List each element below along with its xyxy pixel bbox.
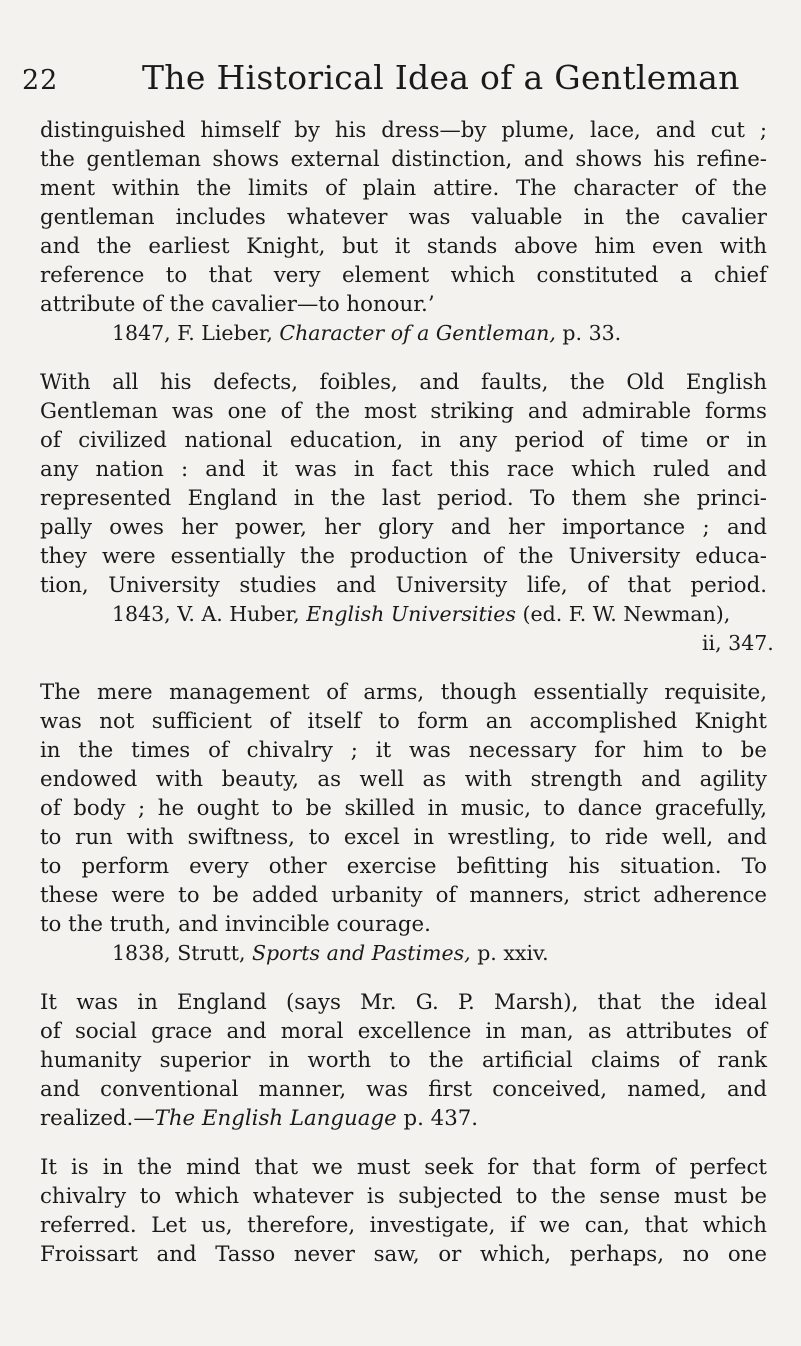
citation-suffix: p. xxiv. <box>470 941 549 965</box>
text-line: Froissart and Tasso never saw, or which, perhaps, no one <box>40 1242 767 1267</box>
text-line: ment within the limits of plain attire. The character of the <box>40 176 767 201</box>
quotation-huber <box>40 368 774 658</box>
text-line: they were essentially the production of the University educa- <box>40 544 767 569</box>
text-line: tion, University studies and University life, of that period. <box>40 573 767 598</box>
page-number: 22 <box>22 65 59 96</box>
citation-title: English Universities <box>306 602 516 626</box>
citation-prefix: 1847, F. Lieber, <box>112 321 280 345</box>
citation-title: The English Language <box>154 1106 397 1131</box>
quotation-final <box>40 1153 767 1269</box>
citation-prefix: 1838, Strutt, <box>112 941 252 965</box>
citation-title: Character of a Gentleman, <box>279 321 556 345</box>
text-line: the gentleman shows external distinction, and shows his refine- <box>40 147 767 172</box>
quotation-marsh <box>40 988 767 1133</box>
citation <box>40 939 767 968</box>
citation-title: Sports and Pastimes, <box>252 941 471 965</box>
text-line: of social grace and moral excellence in man, as attributes of <box>40 1019 767 1044</box>
text-line: It is in the mind that we must seek for that form of perfect <box>40 1155 767 1180</box>
text-line: It was in England (says Mr. G. P. Marsh), that the ideal <box>40 990 767 1015</box>
text-line: to run with swiftness, to excel in wrestling, to ride well, and <box>40 825 767 850</box>
quotation-strutt <box>40 678 767 968</box>
citation-suffix: p. 437. <box>396 1106 479 1131</box>
text-line: of body ; he ought to be skilled in music, to dance gracefully, <box>40 796 767 821</box>
text-line: With all his defects, foibles, and faults, the Old English <box>40 370 767 395</box>
citation-suffix: (ed. F. W. Newman), <box>515 602 731 626</box>
text-line: to perform every other exercise befitting his situation. To <box>40 854 767 879</box>
text-line: Gentleman was one of the most striking and admirable forms <box>40 399 767 424</box>
citation-suffix: p. 33. <box>555 321 622 345</box>
text-line: The mere management of arms, though essentially requisite, <box>40 680 767 705</box>
text-line: reference to that very element which constituted a chief <box>40 263 767 288</box>
citation <box>40 319 767 348</box>
text-line: chivalry to which whatever is subjected to the sense must be <box>40 1184 767 1209</box>
text-line: referred. Let us, therefore, investigate, if we can, that which <box>40 1213 767 1238</box>
text-line: attribute of the cavalier—to honour.’ <box>40 292 435 317</box>
text-line: endowed with beauty, as well as with strength and agility <box>40 767 767 792</box>
text-line: was not sufficient of itself to form an accomplished Knight <box>40 709 767 734</box>
running-title: The Historical Idea of a Gentleman <box>142 58 740 97</box>
citation-prefix: 1843, V. A. Huber, <box>112 602 307 626</box>
text-line: distinguished himself by his dress—by plume, lace, and cut ; <box>40 118 767 143</box>
quotation-lieber <box>40 116 767 348</box>
citation-prefix: realized.— <box>40 1106 155 1131</box>
text-line: humanity superior in worth to the artificial claims of rank <box>40 1048 767 1073</box>
text-line: any nation : and it was in fact this race which ruled and <box>40 457 767 482</box>
page-header <box>22 58 742 98</box>
text-line: pally owes her power, her glory and her importance ; and <box>40 515 767 540</box>
text-line: and the earliest Knight, but it stands above him even with <box>40 234 767 259</box>
text-line: these were to be added urbanity of manners, strict adherence <box>40 883 767 908</box>
citation-continuation: ii, 347. <box>702 631 774 655</box>
text-line: represented England in the last period. To them she princi- <box>40 486 767 511</box>
text-line: and conventional manner, was first conceived, named, and <box>40 1077 767 1102</box>
citation <box>40 600 767 629</box>
text-line: to the truth, and invincible courage. <box>40 912 431 937</box>
text-line: gentleman includes whatever was valuable in the cavalier <box>40 205 767 230</box>
text-line: of civilized national education, in any period of time or in <box>40 428 767 453</box>
page-body <box>40 116 774 1289</box>
text-line-with-citation <box>40 1104 767 1133</box>
text-line: in the times of chivalry ; it was necessary for him to be <box>40 738 767 763</box>
